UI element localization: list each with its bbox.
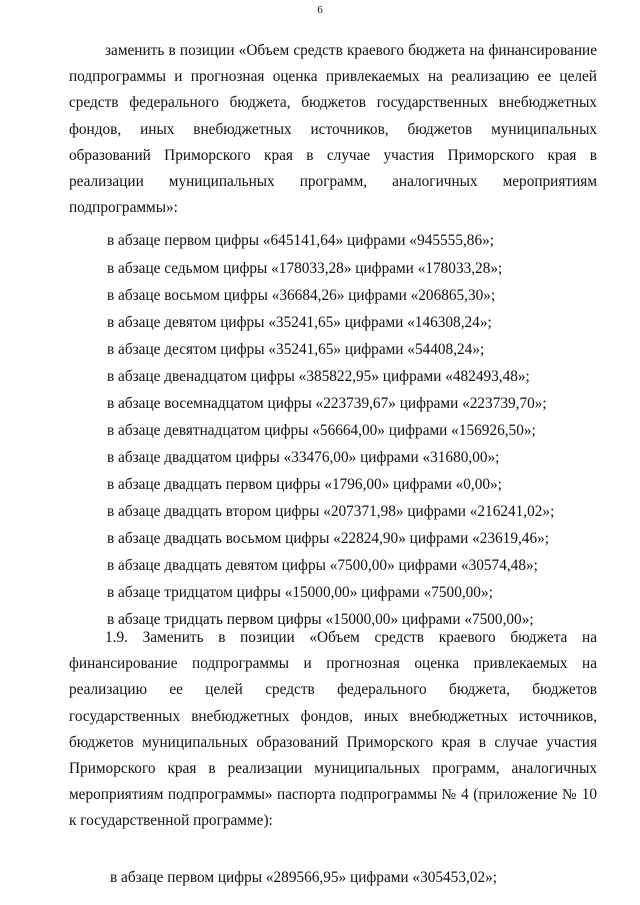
list-item: в абзаце девятнадцатом цифры «56664,00» цифрами «156926,50»;: [107, 422, 536, 439]
list-item: в абзаце двадцатом цифры «33476,00» цифрами «31680,00»;: [107, 449, 500, 466]
list-item: в абзаце девятом цифры «35241,65» цифрами «146308,24»;: [107, 314, 492, 331]
list-item: в абзаце двенадцатом цифры «385822,95» цифрами «482493,48»;: [107, 368, 530, 385]
list-item: в абзаце тридцатом цифры «15000,00» цифрами «7500,00»;: [107, 584, 493, 601]
page-number: 6: [317, 4, 323, 16]
list-item: в абзаце десятом цифры «35241,65» цифрами «54408,24»;: [107, 341, 485, 358]
paragraph-section-1-9: [69, 625, 597, 835]
list-item: в абзаце тридцать первом цифры «15000,00» цифрами «7500,00»;: [107, 611, 534, 628]
list-item: в абзаце двадцать первом цифры «1796,00» цифрами «0,00»;: [107, 476, 502, 493]
paragraph-text: 1.9. Заменить в позиции «Объем средств краевого бюджета на финансирование подпрограммы и прогнозная оценка привлекаемых на реализацию ее целей средств федерального бюджета, бюджетов государственных внебюджетных фондов, иных внебюджетных источников, бюджетов муниципальных образований Приморского края в случае участия Приморского края в реализации муниципальных программ, аналогичных мероприятиям подпрограммы» паспорта подпрограммы № 4 (приложение № 10 к государственной программе):: [69, 629, 597, 830]
list-item: в абзаце первом цифры «289566,95» цифрами «305453,02»;: [110, 869, 497, 886]
list-item: в абзаце двадцать восьмом цифры «22824,90» цифрами «23619,46»;: [107, 530, 549, 547]
list-item: в абзаце двадцать втором цифры «207371,98» цифрами «216241,02»;: [107, 503, 555, 520]
list-item: в абзаце первом цифры «645141,64» цифрами «945555,86»;: [107, 232, 494, 249]
list-item: в абзаце двадцать девятом цифры «7500,00» цифрами «30574,48»;: [107, 557, 538, 574]
paragraph-replace-intro: [69, 38, 597, 221]
list-item: в абзаце восемнадцатом цифры «223739,67» цифрами «223739,70»;: [107, 395, 547, 412]
list-item: в абзаце восьмом цифры «36684,26» цифрами «206865,30»;: [107, 287, 496, 304]
paragraph-text: заменить в позиции «Объем средств краевого бюджета на финансирование подпрограммы и прогнозная оценка привлекаемых на реализацию ее целей средств федерального бюджета, бюджетов государственных внебюджетных фондов, иных внебюджетных источников, бюджетов муниципальных образований Приморского края в случае участия Приморского края в реализации муниципальных программ, аналогичных мероприятиям подпрограммы»:: [69, 42, 597, 217]
list-item: в абзаце седьмом цифры «178033,28» цифрами «178033,28»;: [107, 260, 503, 277]
